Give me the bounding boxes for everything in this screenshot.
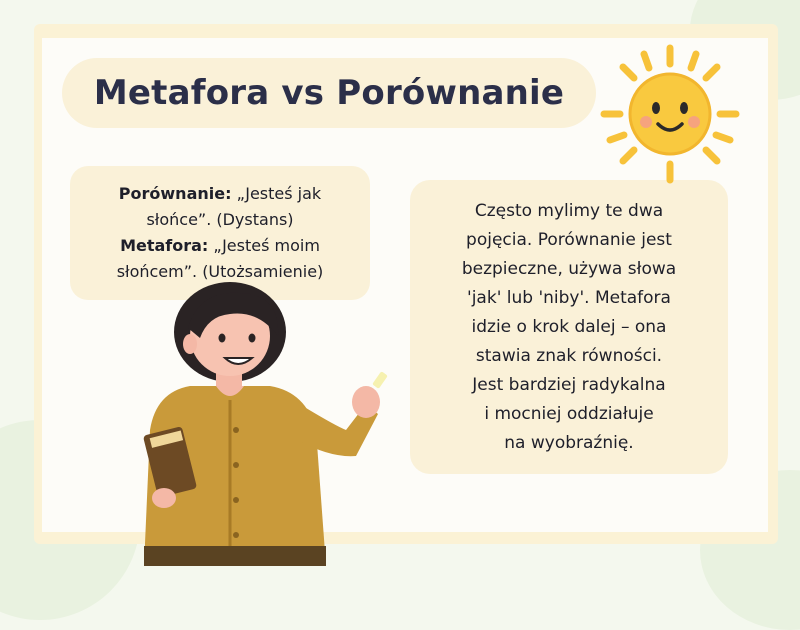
comparison-label: Porównanie:: [118, 184, 232, 203]
sun-icon: [600, 44, 740, 184]
title-pill: [62, 58, 596, 128]
teacher-illustration: [130, 280, 400, 566]
comparison-line-2: słońce”. (Dystans): [146, 210, 294, 229]
metaphor-line-1: [120, 233, 320, 259]
explanation-card: [410, 180, 728, 474]
page-title: Metafora vs Porównanie: [93, 73, 565, 113]
metaphor-text: „Jesteś moim: [208, 236, 320, 255]
explanation-line: idzie o krok dalej – ona: [471, 316, 667, 337]
metaphor-label: Metafora:: [120, 236, 209, 255]
explanation-line: Jest bardziej radykalna: [472, 374, 666, 395]
comparison-text: „Jesteś jak: [231, 184, 322, 203]
explanation-line: pojęcia. Porównanie jest: [466, 229, 672, 250]
explanation-line: 'jak' lub 'niby'. Metafora: [467, 287, 671, 308]
comparison-line-1: [119, 181, 321, 207]
explanation-line: na wyobraźnię.: [504, 432, 634, 453]
metaphor-line-2: słońcem”. (Utożsamienie): [116, 262, 324, 281]
explanation-line: bezpieczne, używa słowa: [461, 258, 677, 279]
chalk-icon: [372, 371, 388, 389]
explanation-line: i mocniej oddziałuje: [484, 403, 654, 424]
explanation-line: Często mylimy te dwa: [474, 200, 664, 221]
explanation-line: stawia znak równości.: [475, 345, 663, 366]
